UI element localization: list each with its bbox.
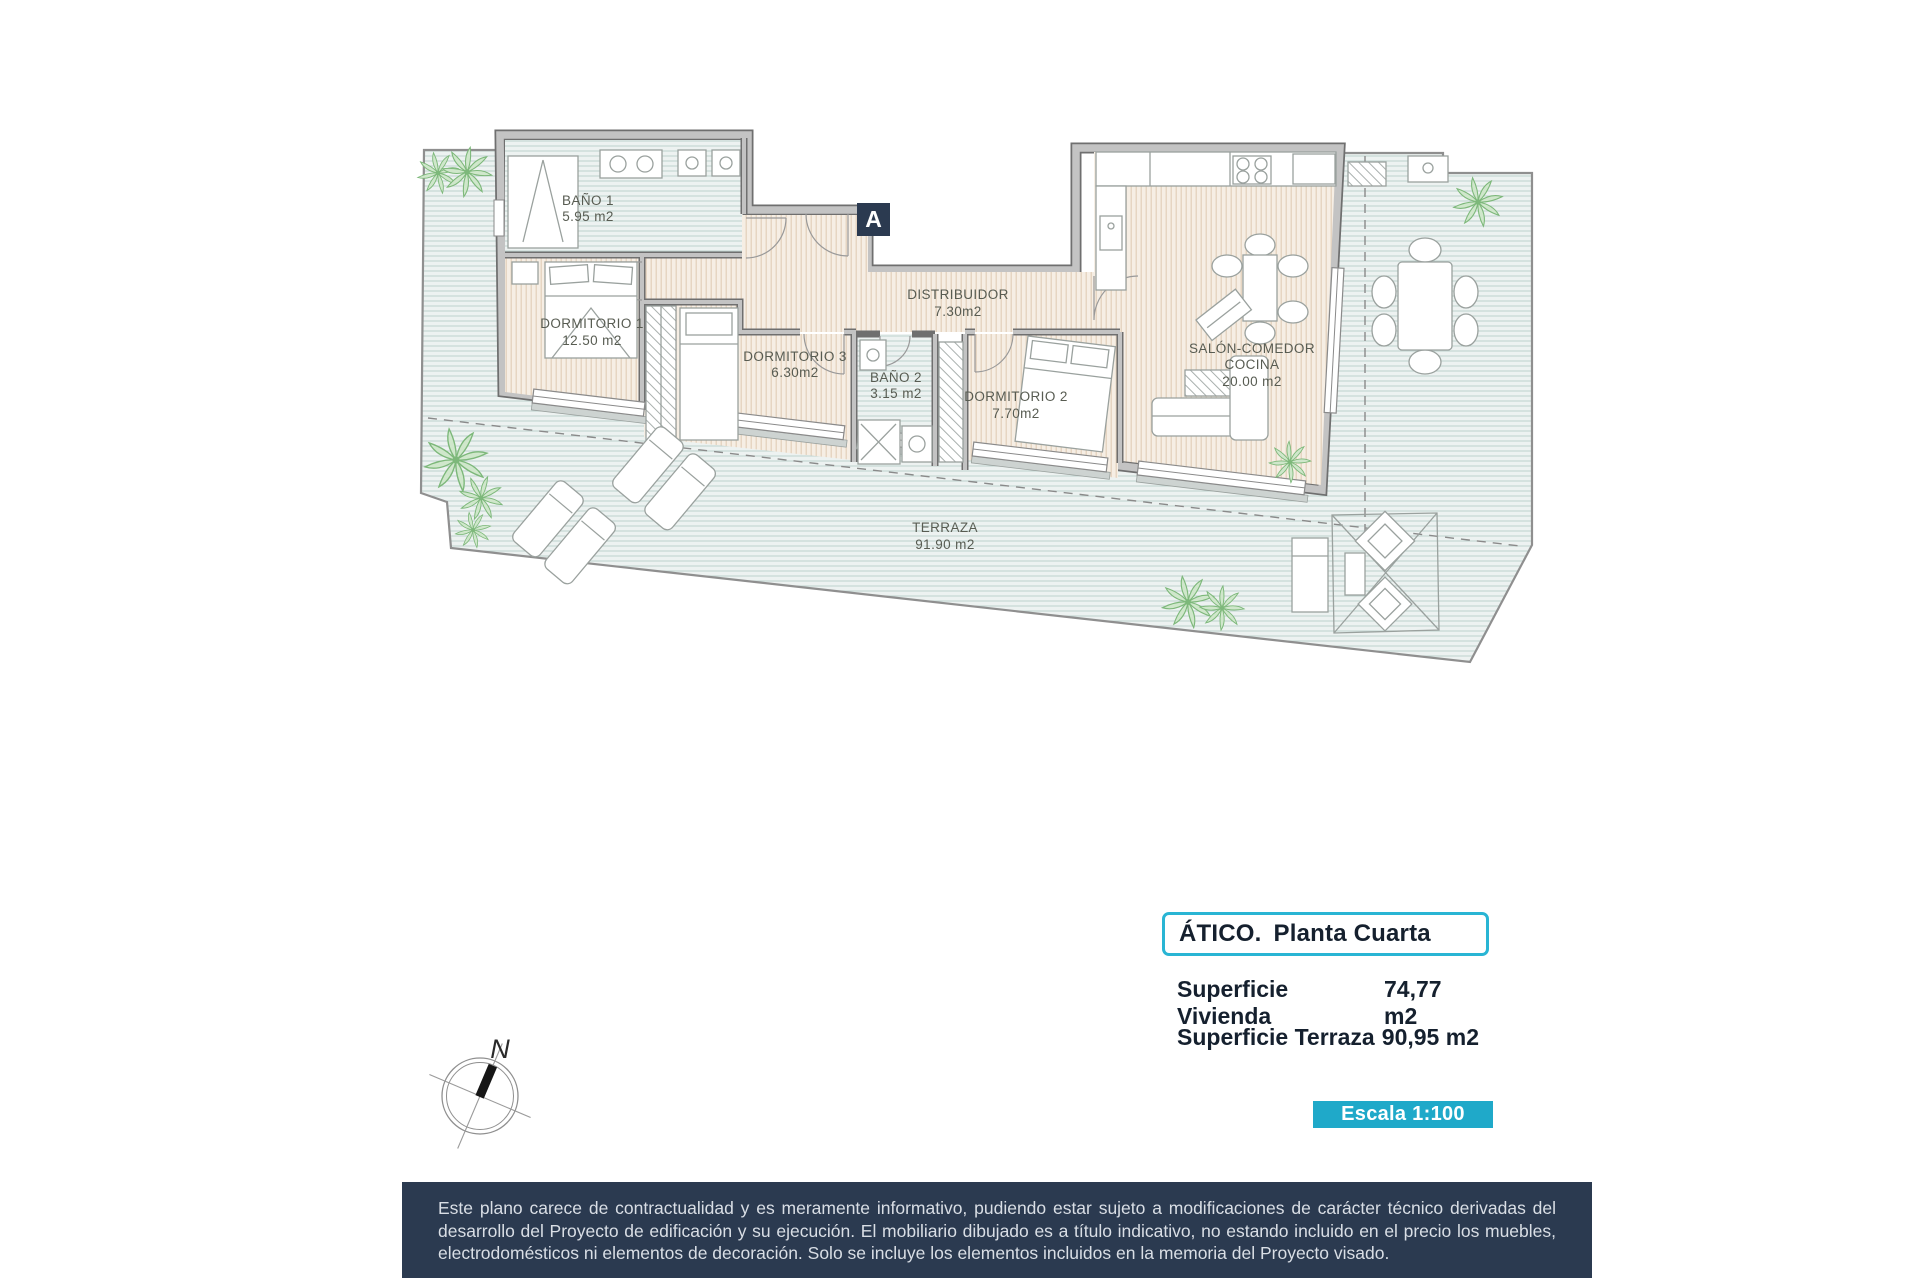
toilet bbox=[678, 150, 706, 176]
fridge bbox=[1293, 154, 1335, 184]
compass-needle bbox=[475, 1064, 497, 1099]
section-marker-letter: A bbox=[865, 206, 882, 232]
kitchen-counter-top bbox=[1096, 152, 1336, 186]
label-dormitorio3: DORMITORIO 3 bbox=[743, 349, 847, 364]
legend-subtitle: Planta Cuarta bbox=[1273, 920, 1431, 947]
legend-row-vivienda bbox=[1177, 976, 1479, 1030]
disclaimer-text: Este plano carece de contractualidad y es meramente informativo, pudiendo estar sujeto a modificaciones de carácter técnico derivadas del desarrollo del Proyecto de edificación y su ejecución. El mobiliario dibujado es a título indicativo, no estando incluido en el precio los muebles, electrodomésticos ni elementos de decoración. Solo se incluye los elementos incluidos en la memoria del Proyecto visado. bbox=[438, 1198, 1556, 1263]
kitchen-counter-left bbox=[1096, 186, 1126, 290]
bed-single-3 bbox=[680, 308, 738, 440]
outdoor-sink bbox=[1408, 156, 1448, 182]
nightstand-1 bbox=[512, 262, 538, 284]
compass-north-label: N bbox=[490, 1034, 510, 1064]
label-terraza: TERRAZA bbox=[912, 520, 978, 535]
label-bano2-area: 3.15 m2 bbox=[870, 386, 922, 401]
legend-title-box bbox=[1162, 912, 1489, 956]
bench bbox=[1292, 538, 1328, 612]
sink-2 bbox=[860, 340, 886, 370]
vivienda-label: Superficie Vivienda bbox=[1177, 976, 1289, 1029]
label-bano1: BAÑO 1 bbox=[562, 193, 614, 208]
terrace-steps bbox=[1348, 162, 1386, 186]
vanity-sinks bbox=[600, 150, 662, 178]
label-dormitorio1-area: 12.50 m2 bbox=[562, 333, 622, 348]
label-bano2: BAÑO 2 bbox=[870, 370, 922, 385]
closet-hall bbox=[939, 342, 963, 462]
label-terraza-area: 91.90 m2 bbox=[915, 537, 975, 552]
label-distribuidor: DISTRIBUIDOR bbox=[907, 287, 1009, 302]
disclaimer-bar bbox=[402, 1182, 1592, 1278]
washer bbox=[902, 426, 932, 462]
scale-badge: Escala 1:100 bbox=[1313, 1101, 1493, 1128]
label-distribuidor-area: 7.30m2 bbox=[934, 304, 982, 319]
label-salon-2: COCINA bbox=[1224, 357, 1280, 372]
legend-title: ÁTICO. bbox=[1179, 920, 1262, 947]
label-salon: SALÓN-COMEDOR bbox=[1189, 341, 1315, 356]
terraza-label: Superficie Terraza bbox=[1177, 1024, 1375, 1050]
label-bano1-area: 5.95 m2 bbox=[562, 209, 614, 224]
kitchen-sink bbox=[1100, 216, 1122, 250]
label-salon-area: 20.00 m2 bbox=[1222, 374, 1282, 389]
label-dormitorio2-area: 7.70m2 bbox=[992, 406, 1040, 421]
label-dormitorio2: DORMITORIO 2 bbox=[964, 389, 1068, 404]
vivienda-value: 74,77 m2 bbox=[1384, 976, 1442, 1029]
legend-row-terraza bbox=[1177, 1024, 1479, 1051]
wardrobe-3 bbox=[646, 306, 676, 440]
label-dormitorio3-area: 6.30m2 bbox=[771, 365, 819, 380]
section-marker-a bbox=[857, 203, 890, 236]
bidet bbox=[712, 150, 740, 176]
label-dormitorio1: DORMITORIO 1 bbox=[540, 316, 644, 331]
shower-2 bbox=[858, 420, 900, 464]
terraza-value: 90,95 m2 bbox=[1381, 1024, 1479, 1050]
compass bbox=[429, 1034, 530, 1149]
